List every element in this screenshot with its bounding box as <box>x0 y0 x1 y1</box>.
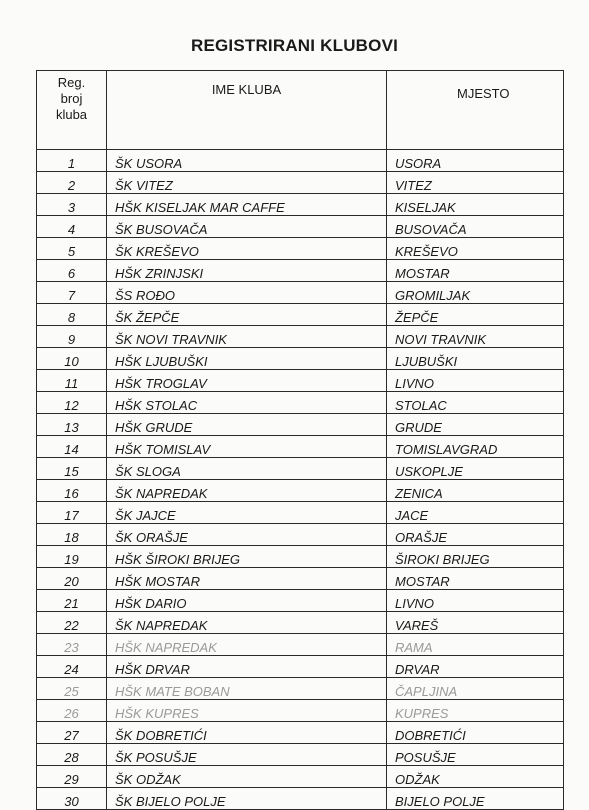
table-row <box>37 458 564 480</box>
table-row <box>37 282 564 304</box>
club-name: HŠK STOLAC <box>107 392 387 414</box>
table-row <box>37 370 564 392</box>
table-row <box>37 788 564 810</box>
club-name: ŠK NAPREDAK <box>107 480 387 502</box>
club-name: HŠK GRUDE <box>107 414 387 436</box>
club-name: HŠK ŠIROKI BRIJEG <box>107 546 387 568</box>
row-number: 21 <box>37 590 107 612</box>
row-number: 28 <box>37 744 107 766</box>
row-number: 18 <box>37 524 107 546</box>
table-row <box>37 524 564 546</box>
table-header-row <box>37 71 564 150</box>
club-place: JACE <box>387 502 564 524</box>
row-number: 10 <box>37 348 107 370</box>
row-number: 25 <box>37 678 107 700</box>
club-place: LIVNO <box>387 590 564 612</box>
table-row <box>37 722 564 744</box>
club-place: VITEZ <box>387 172 564 194</box>
club-name: HŠK MOSTAR <box>107 568 387 590</box>
row-number: 5 <box>37 238 107 260</box>
row-number: 11 <box>37 370 107 392</box>
club-name: HŠK NAPREDAK <box>107 634 387 656</box>
row-number: 30 <box>37 788 107 810</box>
club-place: KREŠEVO <box>387 238 564 260</box>
row-number: 24 <box>37 656 107 678</box>
club-name: ŠS ROĐO <box>107 282 387 304</box>
club-name: HŠK TROGLAV <box>107 370 387 392</box>
club-name: ŠK KREŠEVO <box>107 238 387 260</box>
row-number: 7 <box>37 282 107 304</box>
club-name: HŠK LJUBUŠKI <box>107 348 387 370</box>
club-name: ŠK NOVI TRAVNIK <box>107 326 387 348</box>
row-number: 3 <box>37 194 107 216</box>
club-name: ŠK BIJELO POLJE <box>107 788 387 810</box>
row-number: 20 <box>37 568 107 590</box>
table-row <box>37 436 564 458</box>
club-name: ŠK ŽEPČE <box>107 304 387 326</box>
club-name: HŠK MATE BOBAN <box>107 678 387 700</box>
table-row <box>37 568 564 590</box>
table-row <box>37 546 564 568</box>
header-reg-line: Reg. <box>57 75 86 90</box>
table-row <box>37 700 564 722</box>
header-reg-number <box>37 71 107 150</box>
club-name: ŠK JAJCE <box>107 502 387 524</box>
club-place: ORAŠJE <box>387 524 564 546</box>
club-place: ODŽAK <box>387 766 564 788</box>
club-name: ŠK BUSOVAČA <box>107 216 387 238</box>
club-place: ŠIROKI BRIJEG <box>387 546 564 568</box>
table-row <box>37 392 564 414</box>
club-place: VAREŠ <box>387 612 564 634</box>
club-place: LJUBUŠKI <box>387 348 564 370</box>
club-place: GRUDE <box>387 414 564 436</box>
club-name: ŠK NAPREDAK <box>107 612 387 634</box>
row-number: 13 <box>37 414 107 436</box>
club-place: POSUŠJE <box>387 744 564 766</box>
club-place: MOSTAR <box>387 568 564 590</box>
table-row <box>37 216 564 238</box>
table-row <box>37 304 564 326</box>
clubs-table <box>36 70 564 810</box>
club-name: ŠK ODŽAK <box>107 766 387 788</box>
table-row <box>37 480 564 502</box>
club-place: STOLAC <box>387 392 564 414</box>
table-row <box>37 590 564 612</box>
table-row <box>37 150 564 172</box>
club-place: DRVAR <box>387 656 564 678</box>
club-name: ŠK DOBRETIĆI <box>107 722 387 744</box>
club-name: HŠK KISELJAK MAR CAFFE <box>107 194 387 216</box>
row-number: 23 <box>37 634 107 656</box>
club-place: GROMILJAK <box>387 282 564 304</box>
club-place: BUSOVAČA <box>387 216 564 238</box>
row-number: 9 <box>37 326 107 348</box>
club-place: LIVNO <box>387 370 564 392</box>
row-number: 14 <box>37 436 107 458</box>
row-number: 16 <box>37 480 107 502</box>
row-number: 2 <box>37 172 107 194</box>
club-name: ŠK VITEZ <box>107 172 387 194</box>
row-number: 17 <box>37 502 107 524</box>
row-number: 27 <box>37 722 107 744</box>
document-title: REGISTRIRANI KLUBOVI <box>190 36 399 55</box>
table-row <box>37 260 564 282</box>
table-row <box>37 414 564 436</box>
club-place: DOBRETIĆI <box>387 722 564 744</box>
club-place: RAMA <box>387 634 564 656</box>
club-name: ŠK USORA <box>107 150 387 172</box>
table-row <box>37 634 564 656</box>
header-club-name: IME KLUBA <box>107 71 387 150</box>
club-place: NOVI TRAVNIK <box>387 326 564 348</box>
row-number: 22 <box>37 612 107 634</box>
table-row <box>37 238 564 260</box>
table-row <box>37 326 564 348</box>
row-number: 6 <box>37 260 107 282</box>
row-number: 12 <box>37 392 107 414</box>
table-row <box>37 194 564 216</box>
row-number: 26 <box>37 700 107 722</box>
header-place: MJESTO <box>387 71 564 150</box>
table-row <box>37 766 564 788</box>
club-place: ZENICA <box>387 480 564 502</box>
club-place: USORA <box>387 150 564 172</box>
table-row <box>37 612 564 634</box>
club-name: HŠK KUPRES <box>107 700 387 722</box>
club-name: HŠK DARIO <box>107 590 387 612</box>
table-row <box>37 348 564 370</box>
table-row <box>37 502 564 524</box>
club-place: KISELJAK <box>387 194 564 216</box>
table-row <box>37 172 564 194</box>
club-place: ČAPLJINA <box>387 678 564 700</box>
club-place: ŽEPČE <box>387 304 564 326</box>
club-name: HŠK TOMISLAV <box>107 436 387 458</box>
header-reg-line: kluba <box>55 107 88 122</box>
club-place: USKOPLJE <box>387 458 564 480</box>
club-place: KUPRES <box>387 700 564 722</box>
header-reg-line: broj <box>60 91 83 106</box>
club-name: ŠK POSUŠJE <box>107 744 387 766</box>
club-name: HŠK DRVAR <box>107 656 387 678</box>
club-place: MOSTAR <box>387 260 564 282</box>
row-number: 1 <box>37 150 107 172</box>
club-name: ŠK ORAŠJE <box>107 524 387 546</box>
club-name: ŠK SLOGA <box>107 458 387 480</box>
club-place: TOMISLAVGRAD <box>387 436 564 458</box>
row-number: 4 <box>37 216 107 238</box>
club-place: BIJELO POLJE <box>387 788 564 810</box>
table-row <box>37 656 564 678</box>
club-name: HŠK ZRINJSKI <box>107 260 387 282</box>
row-number: 29 <box>37 766 107 788</box>
row-number: 15 <box>37 458 107 480</box>
row-number: 19 <box>37 546 107 568</box>
table-row <box>37 744 564 766</box>
table-row <box>37 678 564 700</box>
row-number: 8 <box>37 304 107 326</box>
